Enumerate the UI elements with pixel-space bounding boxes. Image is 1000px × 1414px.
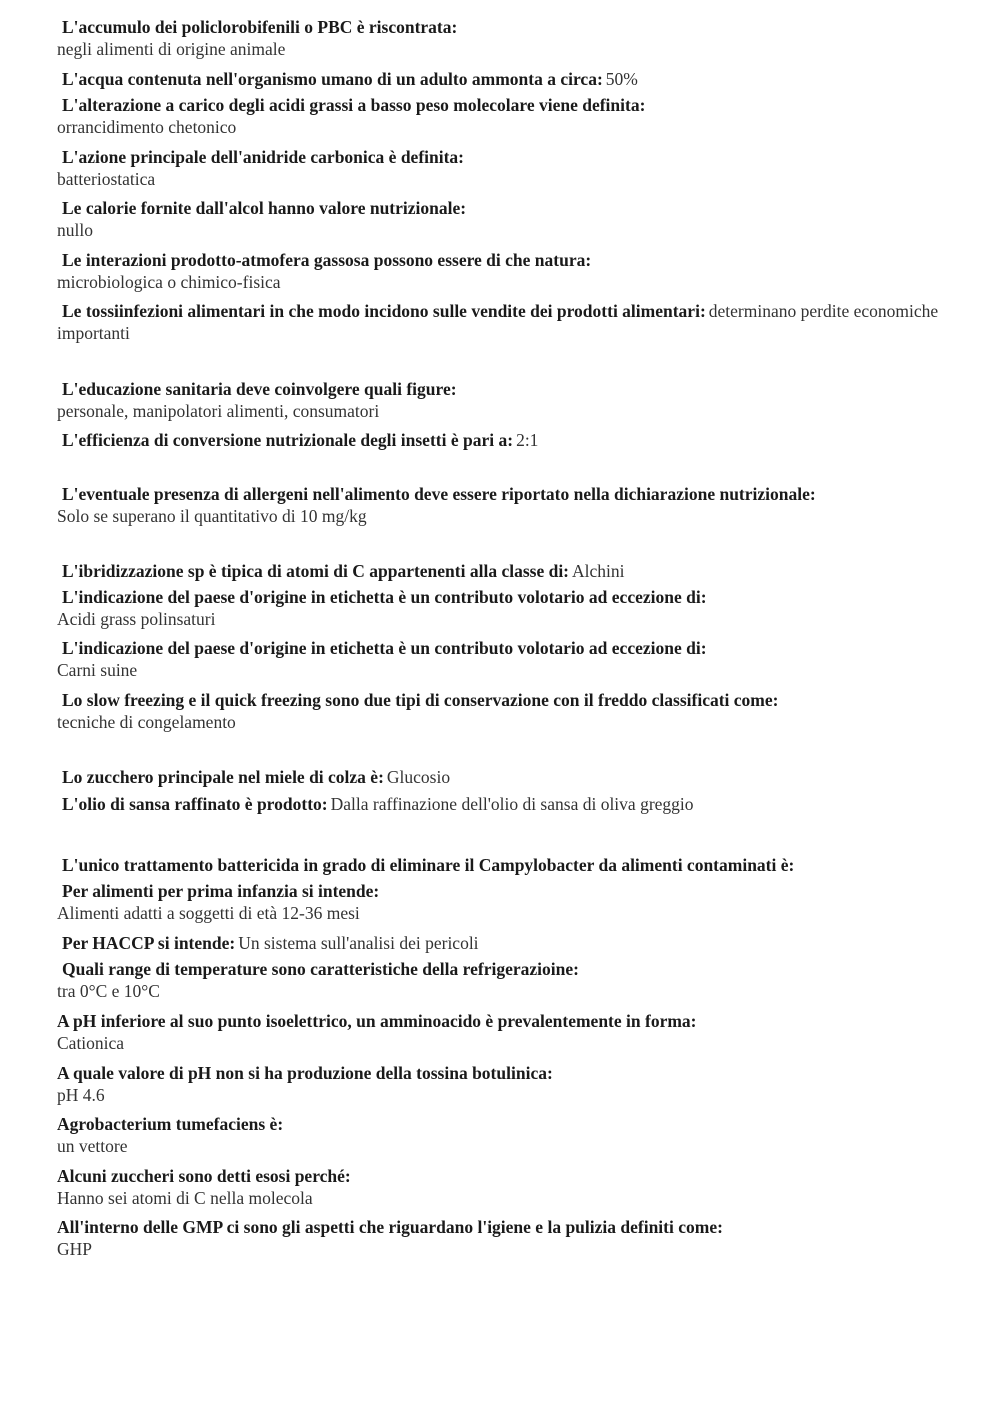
qa-item: [57, 560, 957, 582]
qa-item: [57, 300, 947, 344]
answer: Alimenti adatti a soggetti di età 12-36 mesi: [57, 903, 360, 923]
answer: Alchini: [572, 561, 625, 581]
answer: Hanno sei atomi di C nella molecola: [57, 1188, 313, 1208]
question: Per alimenti per prima infanzia si intende:: [62, 881, 380, 901]
answer: 2:1: [516, 430, 539, 450]
answer: Un sistema sull'analisi dei pericoli: [238, 933, 479, 953]
qa-item: [57, 378, 957, 422]
answer: un vettore: [57, 1136, 128, 1156]
question: L'indicazione del paese d'origine in etichetta è un contributo volotario ad eccezione di:: [62, 587, 707, 607]
question: Alcuni zuccheri sono detti esosi perché:: [57, 1166, 351, 1186]
question: L'accumulo dei policlorobifenili o PBC è riscontrata:: [62, 17, 458, 37]
qa-item: [57, 146, 957, 190]
qa-item: [57, 1062, 957, 1106]
qa-item: [57, 197, 957, 241]
qa-item: [57, 94, 957, 138]
answer: pH 4.6: [57, 1085, 105, 1105]
answer: nullo: [57, 220, 93, 240]
answer: Acidi grass polinsaturi: [57, 609, 216, 629]
question: L'ibridizzazione sp è tipica di atomi di C appartenenti alla classe di:: [62, 561, 570, 581]
question: Per HACCP si intende:: [62, 933, 236, 953]
answer: Solo se superano il quantitativo di 10 mg/kg: [57, 506, 367, 526]
qa-item: [57, 958, 957, 1002]
question: Agrobacterium tumefaciens è:: [57, 1114, 284, 1134]
question: A quale valore di pH non si ha produzione della tossina botulinica:: [57, 1063, 553, 1083]
answer: orrancidimento chetonico: [57, 117, 237, 137]
qa-item: [57, 880, 957, 924]
question: Lo slow freezing e il quick freezing sono due tipi di conservazione con il freddo classificati come:: [62, 690, 779, 710]
answer: Carni suine: [57, 660, 138, 680]
qa-item: [57, 16, 957, 60]
question: Quali range di temperature sono caratteristiche della refrigerazioine:: [62, 959, 579, 979]
question: Lo zucchero principale nel miele di colza è:: [62, 767, 384, 787]
qa-item: [57, 637, 957, 681]
question: L'acqua contenuta nell'organismo umano di un adulto ammonta a circa:: [62, 69, 603, 89]
qa-item: [57, 1165, 957, 1209]
question: L'efficienza di conversione nutrizionale degli insetti è pari a:: [62, 430, 514, 450]
question: Le calorie fornite dall'alcol hanno valore nutrizionale:: [62, 198, 467, 218]
question: L'educazione sanitaria deve coinvolgere quali figure:: [62, 379, 457, 399]
answer: microbiologica o chimico-fisica: [57, 272, 281, 292]
question: Le tossiinfezioni alimentari in che modo incidono sulle vendite dei prodotti alimentari:: [62, 301, 706, 321]
qa-item: [57, 793, 957, 815]
answer: determinano perdite economiche importanti: [57, 301, 939, 343]
qa-item: [57, 429, 957, 451]
answer: Glucosio: [386, 767, 451, 787]
qa-item: [57, 1216, 957, 1260]
answer: batteriostatica: [57, 169, 156, 189]
answer: Dalla raffinazione dell'olio di sansa di oliva greggio: [330, 794, 694, 814]
answer: GHP: [57, 1239, 93, 1259]
qa-item-clipped: [57, 854, 957, 876]
answer: tra 0°C e 10°C: [57, 981, 160, 1001]
question: L'indicazione del paese d'origine in etichetta è un contributo volotario ad eccezione di:: [62, 638, 707, 658]
qa-item: [57, 766, 957, 788]
qa-item: [57, 932, 957, 954]
answer: personale, manipolatori alimenti, consumatori: [57, 401, 380, 421]
qa-item: [57, 1113, 957, 1157]
qa-item: [57, 689, 957, 733]
qa-item: [57, 483, 957, 527]
question: A pH inferiore al suo punto isoelettrico, un amminoacido è prevalentemente in forma:: [57, 1011, 697, 1031]
qa-item: [57, 249, 957, 293]
answer: negli alimenti di origine animale: [57, 39, 286, 59]
question: All'interno delle GMP ci sono gli aspetti che riguardano l'igiene e la pulizia definiti come:: [57, 1217, 723, 1237]
question: L'azione principale dell'anidride carbonica è definita:: [62, 147, 465, 167]
question: L'alterazione a carico degli acidi grassi a basso peso molecolare viene definita:: [62, 95, 646, 115]
answer: tecniche di congelamento: [57, 712, 236, 732]
qa-item: [57, 586, 957, 630]
answer: 50%: [605, 69, 638, 89]
question: L'eventuale presenza di allergeni nell'alimento deve essere riportato nella dichiarazione nutrizionale:: [62, 484, 816, 504]
question: Le interazioni prodotto-atmofera gassosa possono essere di che natura:: [62, 250, 592, 270]
question: L'olio di sansa raffinato è prodotto:: [62, 794, 328, 814]
question: L'unico trattamento battericida in grado di eliminare il Campylobacter da alimenti contaminati è:: [62, 855, 795, 875]
answer: Cationica: [57, 1033, 125, 1053]
qa-item: [57, 1010, 957, 1054]
qa-item: [57, 68, 957, 90]
